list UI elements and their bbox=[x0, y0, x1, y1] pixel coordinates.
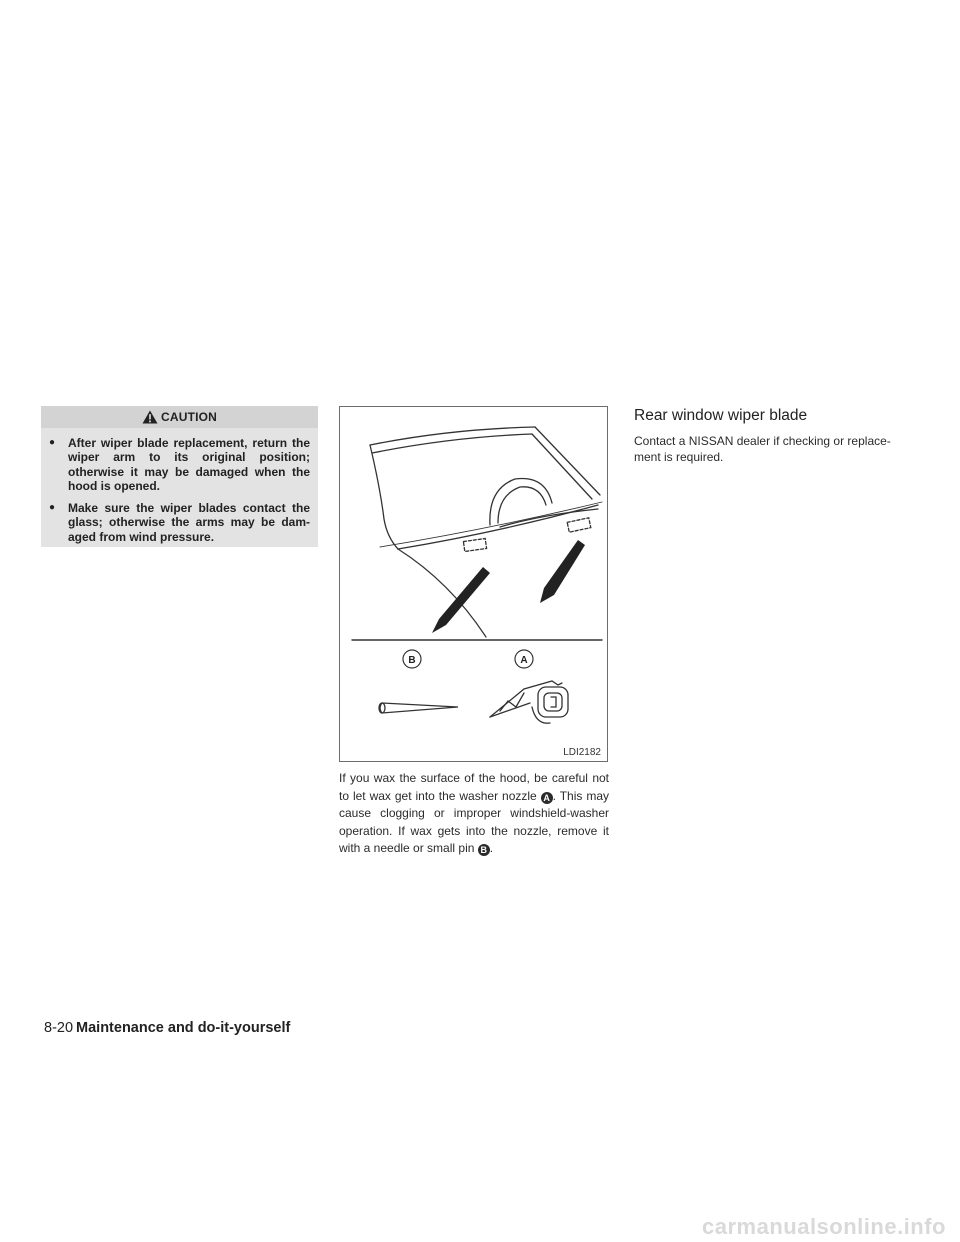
caution-box bbox=[41, 406, 318, 547]
caution-item: ● After wiper blade replacement, return the wiper arm to its original position; otherwise it may be damaged when the hood is opened. bbox=[49, 436, 310, 493]
section-title: Rear window wiper blade bbox=[634, 407, 808, 424]
paragraph-text: . bbox=[489, 841, 494, 855]
ref-b-badge: B bbox=[478, 844, 490, 856]
caution-header bbox=[41, 406, 318, 428]
caution-item: ● Make sure the wiper blades contact the glass; otherwise the arms may be dam-aged from wind pressure. bbox=[49, 501, 310, 544]
ref-a-badge: A bbox=[541, 792, 553, 804]
caution-title: CAUTION bbox=[160, 410, 218, 424]
figure-label-b: B bbox=[408, 655, 416, 666]
wax-paragraph bbox=[339, 770, 609, 858]
page-number: 8-20 bbox=[44, 1020, 74, 1036]
paragraph-text: . This may cause clogging or improper windshield-washer operation. If wax gets into the nozzle, remove it with a needle or small pin bbox=[339, 788, 609, 855]
watermark: carmanualsonline.info bbox=[702, 1214, 946, 1239]
figure-label-a: A bbox=[520, 655, 528, 666]
section-text: Contact a NISSAN dealer if checking or replace-ment is required. bbox=[634, 434, 891, 464]
warning-icon bbox=[142, 410, 158, 424]
chapter-title: Maintenance and do-it-yourself bbox=[76, 1020, 291, 1036]
page-footer bbox=[44, 1020, 290, 1036]
paragraph-text: If you wax the surface of the hood, be careful not to let wax get into the washer nozzle bbox=[339, 771, 609, 803]
hood-nozzle-illustration bbox=[340, 407, 607, 761]
figure-code: LDI2182 bbox=[563, 747, 601, 758]
washer-nozzle-figure bbox=[339, 406, 608, 762]
caution-list bbox=[41, 428, 318, 544]
